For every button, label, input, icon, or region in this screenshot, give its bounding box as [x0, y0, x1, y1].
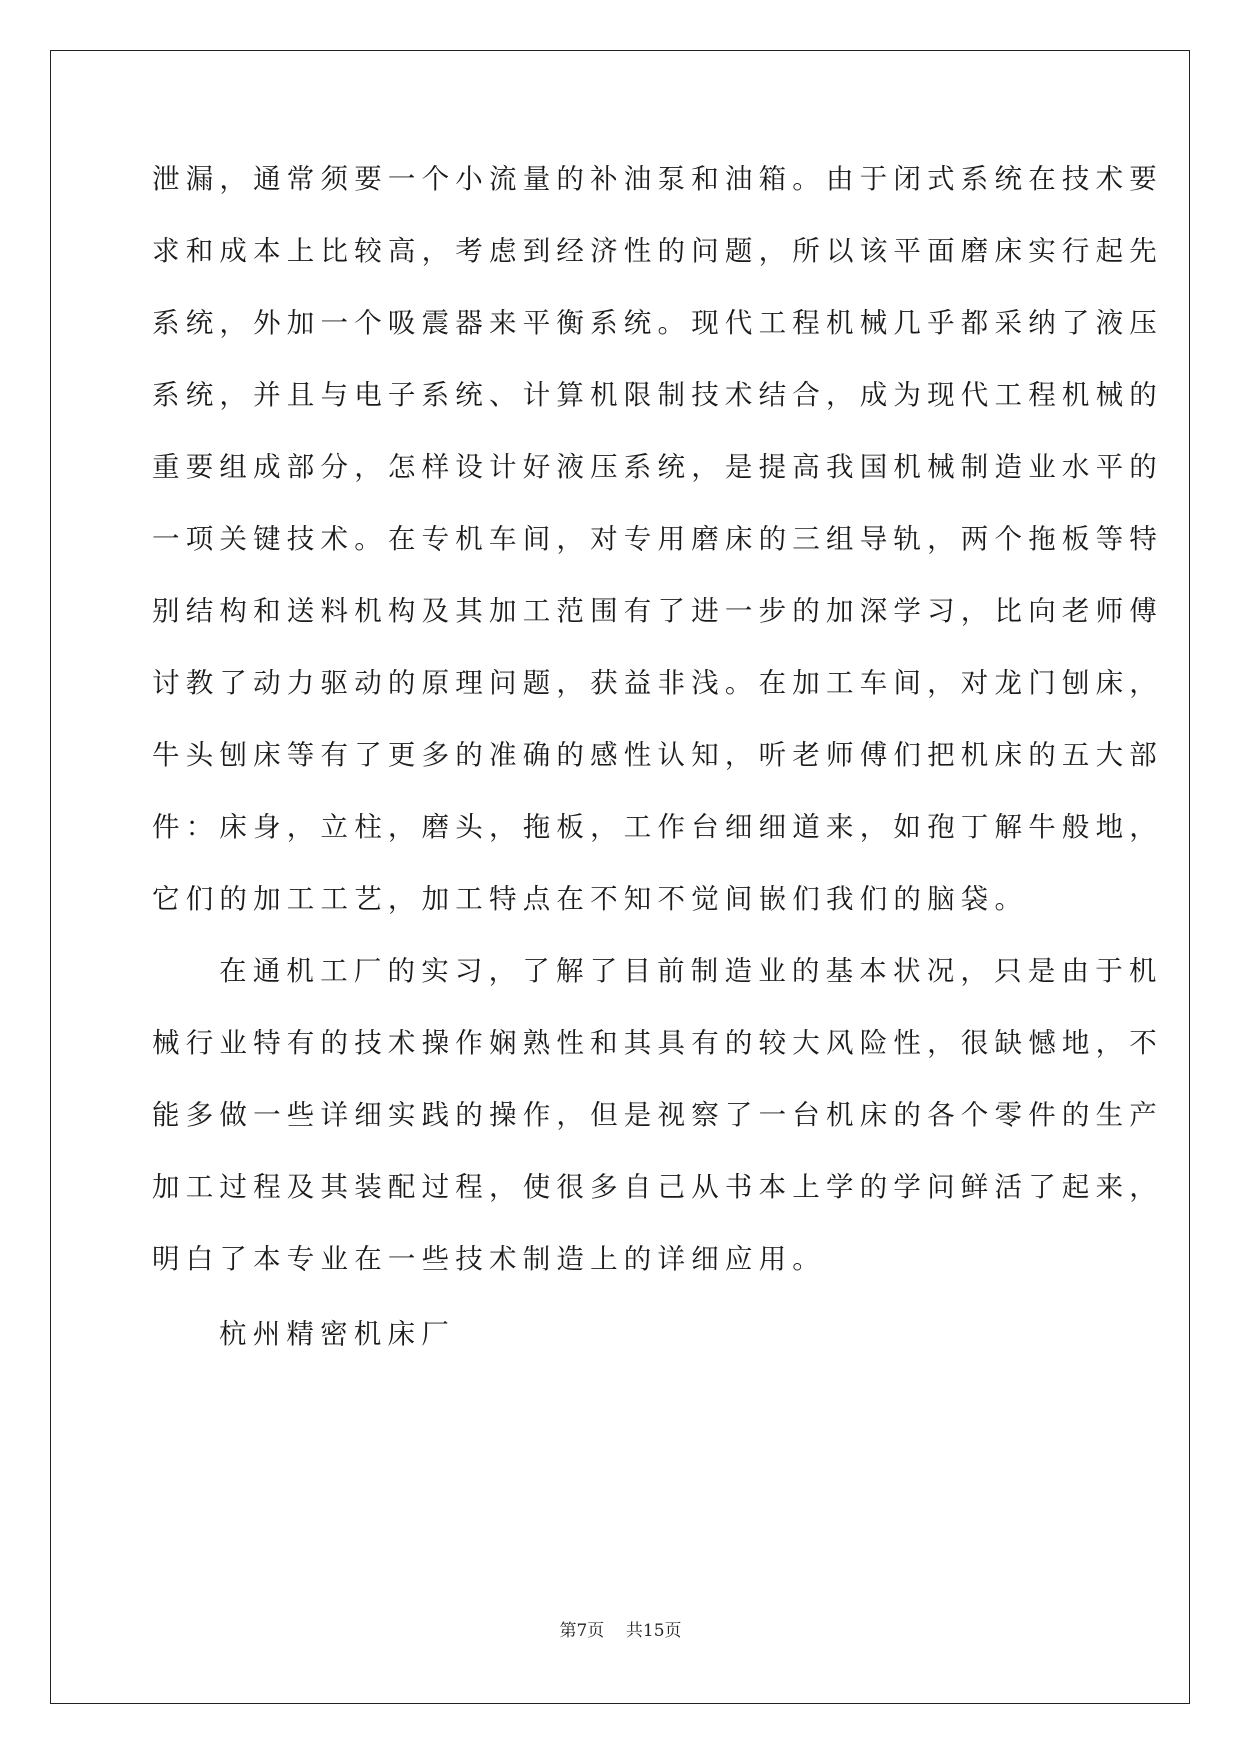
page-footer: [0, 1616, 1241, 1641]
text-line: 系统，并且与电子系统、计算机限制技术结合，成为现代工程机械的: [152, 379, 1163, 411]
text-line: 牛头刨床等有了更多的准确的感性认知，听老师傅们把机床的五大部: [152, 739, 1163, 771]
text-line: 明白了本专业在一些技术制造上的详细应用。: [152, 1243, 826, 1275]
text-line: 一项关键技术。在专机车间，对专用磨床的三组导轨，两个拖板等特: [152, 523, 1163, 555]
text-line: 件：床身，立柱，磨头，拖板，工作台细细道来，如孢丁解牛般地，: [152, 811, 1163, 843]
text-line: 别结构和送料机构及其加工范围有了进一步的加深学习，比向老师傅: [152, 595, 1163, 627]
page-number: 第7页 共15页: [559, 1621, 682, 1641]
text-line: 重要组成部分，怎样设计好液压系统，是提高我国机械制造业水平的: [152, 451, 1163, 483]
text-line: 械行业特有的技术操作娴熟性和其具有的较大风险性，很缺憾地，不: [152, 1027, 1163, 1059]
page-border: [50, 50, 1190, 1704]
text-line: 能多做一些详细实践的操作，但是视察了一台机床的各个零件的生产: [152, 1099, 1163, 1131]
text-line: 在通机工厂的实习，了解了目前制造业的基本状况，只是由于机: [219, 955, 1163, 987]
section-heading: 杭州精密机床厂: [219, 1318, 455, 1350]
text-line: 系统，外加一个吸震器来平衡系统。现代工程机械几乎都采纳了液压: [152, 307, 1163, 339]
text-line: 讨教了动力驱动的原理问题，获益非浅。在加工车间，对龙门刨床，: [152, 667, 1163, 699]
text-line: 泄漏，通常须要一个小流量的补油泵和油箱。由于闭式系统在技术要: [152, 163, 1163, 195]
text-line: 它们的加工工艺，加工特点在不知不觉间嵌们我们的脑袋。: [152, 883, 1029, 915]
text-line: 加工过程及其装配过程，使很多自己从书本上学的学问鲜活了起来，: [152, 1171, 1163, 1203]
text-line: 求和成本上比较高，考虑到经济性的问题，所以该平面磨床实行起先: [152, 235, 1163, 267]
